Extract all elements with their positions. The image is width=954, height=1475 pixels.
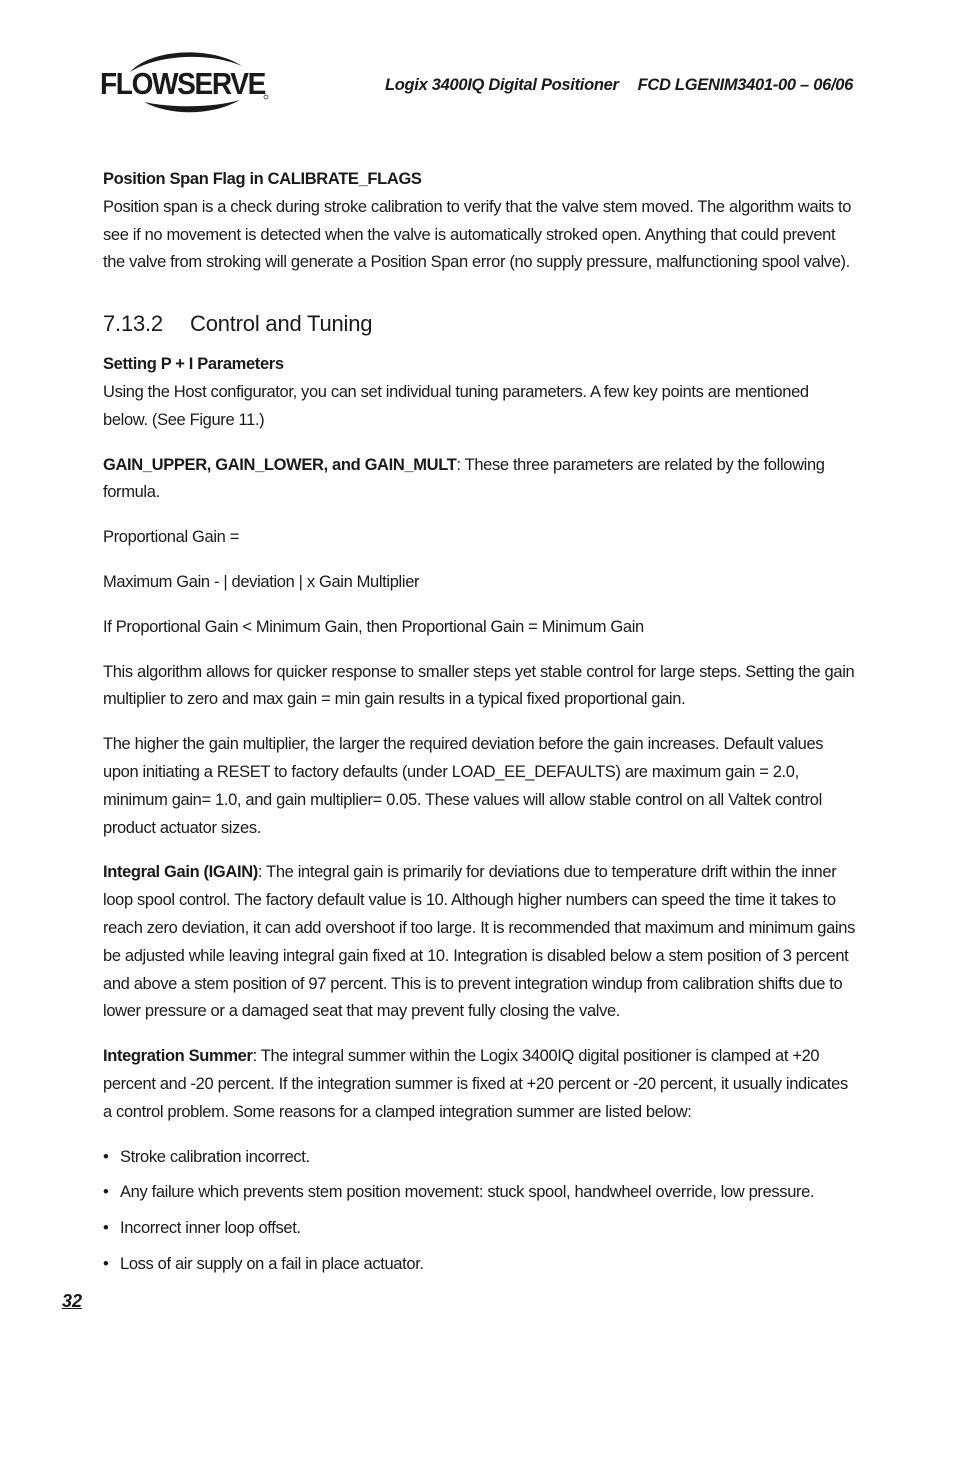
list-item: [103, 1251, 855, 1279]
summer-text: : The integral summer within the Logix 3400IQ digital positioner is clamped at +20 percent and -20 percent. If the integration summer is fixed at +20 percent or -20 percent, it usually indicates a control problem. Some reasons for a clamped integration summer are listed below:: [103, 1047, 848, 1121]
list-item: [103, 1215, 855, 1243]
pi-paragraph: Using the Host configurator, you can set individual tuning parameters. A few key points are mentioned below. (See Figure 11.): [103, 382, 809, 429]
span-flag-heading: Position Span Flag in CALIBRATE_FLAGS: [103, 170, 422, 188]
igain-text: : The integral gain is primarily for deviations due to temperature drift within the inner loop spool control. The factory default value is 10. Although higher numbers can speed the time it takes to reach zero deviation, it can add overshoot if too large. It is recommended that maximum and minimum gains be adjusted while leaving integral gain fixed at 10. Integration is disabled below a stem position of 3 percent and above a stem position of 97 percent. This is to prevent integration windup from calibration shifts due to lower pressure or a damaged seat that may prevent fully closing the valve.: [103, 863, 855, 1021]
main-content: [103, 166, 855, 1287]
gain-paragraph: [103, 452, 855, 508]
list-item-text: Stroke calibration incorrect.: [120, 1147, 310, 1166]
bullet-icon: •: [103, 1183, 109, 1202]
list-item-text: Any failure which prevents stem position movement: stuck spool, handwheel override, low pressure.: [120, 1183, 815, 1202]
summer-label: Integration Summer: [103, 1047, 253, 1066]
document-header: [385, 76, 853, 95]
summer-paragraph: [103, 1043, 855, 1126]
page-number: 32: [62, 1291, 83, 1311]
list-item: [103, 1179, 855, 1207]
bullet-icon: •: [103, 1147, 109, 1166]
algorithm-paragraph: This algorithm allows for quicker response to smaller steps yet stable control for large steps. Setting the gain multiplier to zero and max gain = min gain results in a typical fixed proportional gain.: [103, 662, 855, 709]
igain-paragraph: [103, 859, 855, 1026]
document-code: FCD LGENIM3401-00 – 06/06: [637, 76, 853, 94]
formula-line-3: If Proportional Gain < Minimum Gain, then Proportional Gain = Minimum Gain: [103, 617, 644, 636]
list-item-text: Loss of air supply on a fail in place actuator.: [120, 1254, 424, 1273]
flowserve-logo: [100, 50, 270, 116]
section-title: Control and Tuning: [190, 311, 373, 337]
gain-params-label: GAIN_UPPER, GAIN_LOWER, and GAIN_MULT: [103, 455, 457, 474]
multiplier-paragraph: The higher the gain multiplier, the larger the required deviation before the gain increases. Default values upon initiating a RESET to factory defaults (under LOAD_EE_DEFAULTS) are maximum gain = 2.0, minimum gain= 1.0, and gain multiplier= 0.05. These values will allow stable control on all Valtek control product actuator sizes.: [103, 735, 824, 837]
section-number: 7.13.2: [103, 311, 163, 337]
reasons-list: [103, 1144, 855, 1279]
bullet-icon: •: [103, 1219, 109, 1238]
bullet-icon: •: [103, 1254, 109, 1273]
gain-params-text: : These three parameters are related by the following formula.: [103, 455, 825, 502]
span-flag-paragraph: Position span is a check during stroke calibration to verify that the valve stem moved. The algorithm waits to see if no movement is detected when the valve is automatically stroked open. Anything that could prevent the valve from stroking will generate a Position Span error (no supply pressure, malfunctioning spool valve).: [103, 197, 852, 272]
pi-heading: Setting P + I Parameters: [103, 355, 284, 374]
list-item: [103, 1144, 855, 1172]
formula-line-2: Maximum Gain - | deviation | x Gain Multiplier: [103, 572, 420, 591]
logo-wordmark: FLOWSERVE: [100, 66, 266, 101]
product-title: Logix 3400IQ Digital Positioner: [384, 76, 619, 94]
igain-label: Integral Gain (IGAIN): [103, 863, 258, 882]
list-item-text: Incorrect inner loop offset.: [120, 1219, 301, 1238]
formula-line-1: Proportional Gain =: [103, 528, 239, 547]
section-heading: [103, 310, 855, 338]
